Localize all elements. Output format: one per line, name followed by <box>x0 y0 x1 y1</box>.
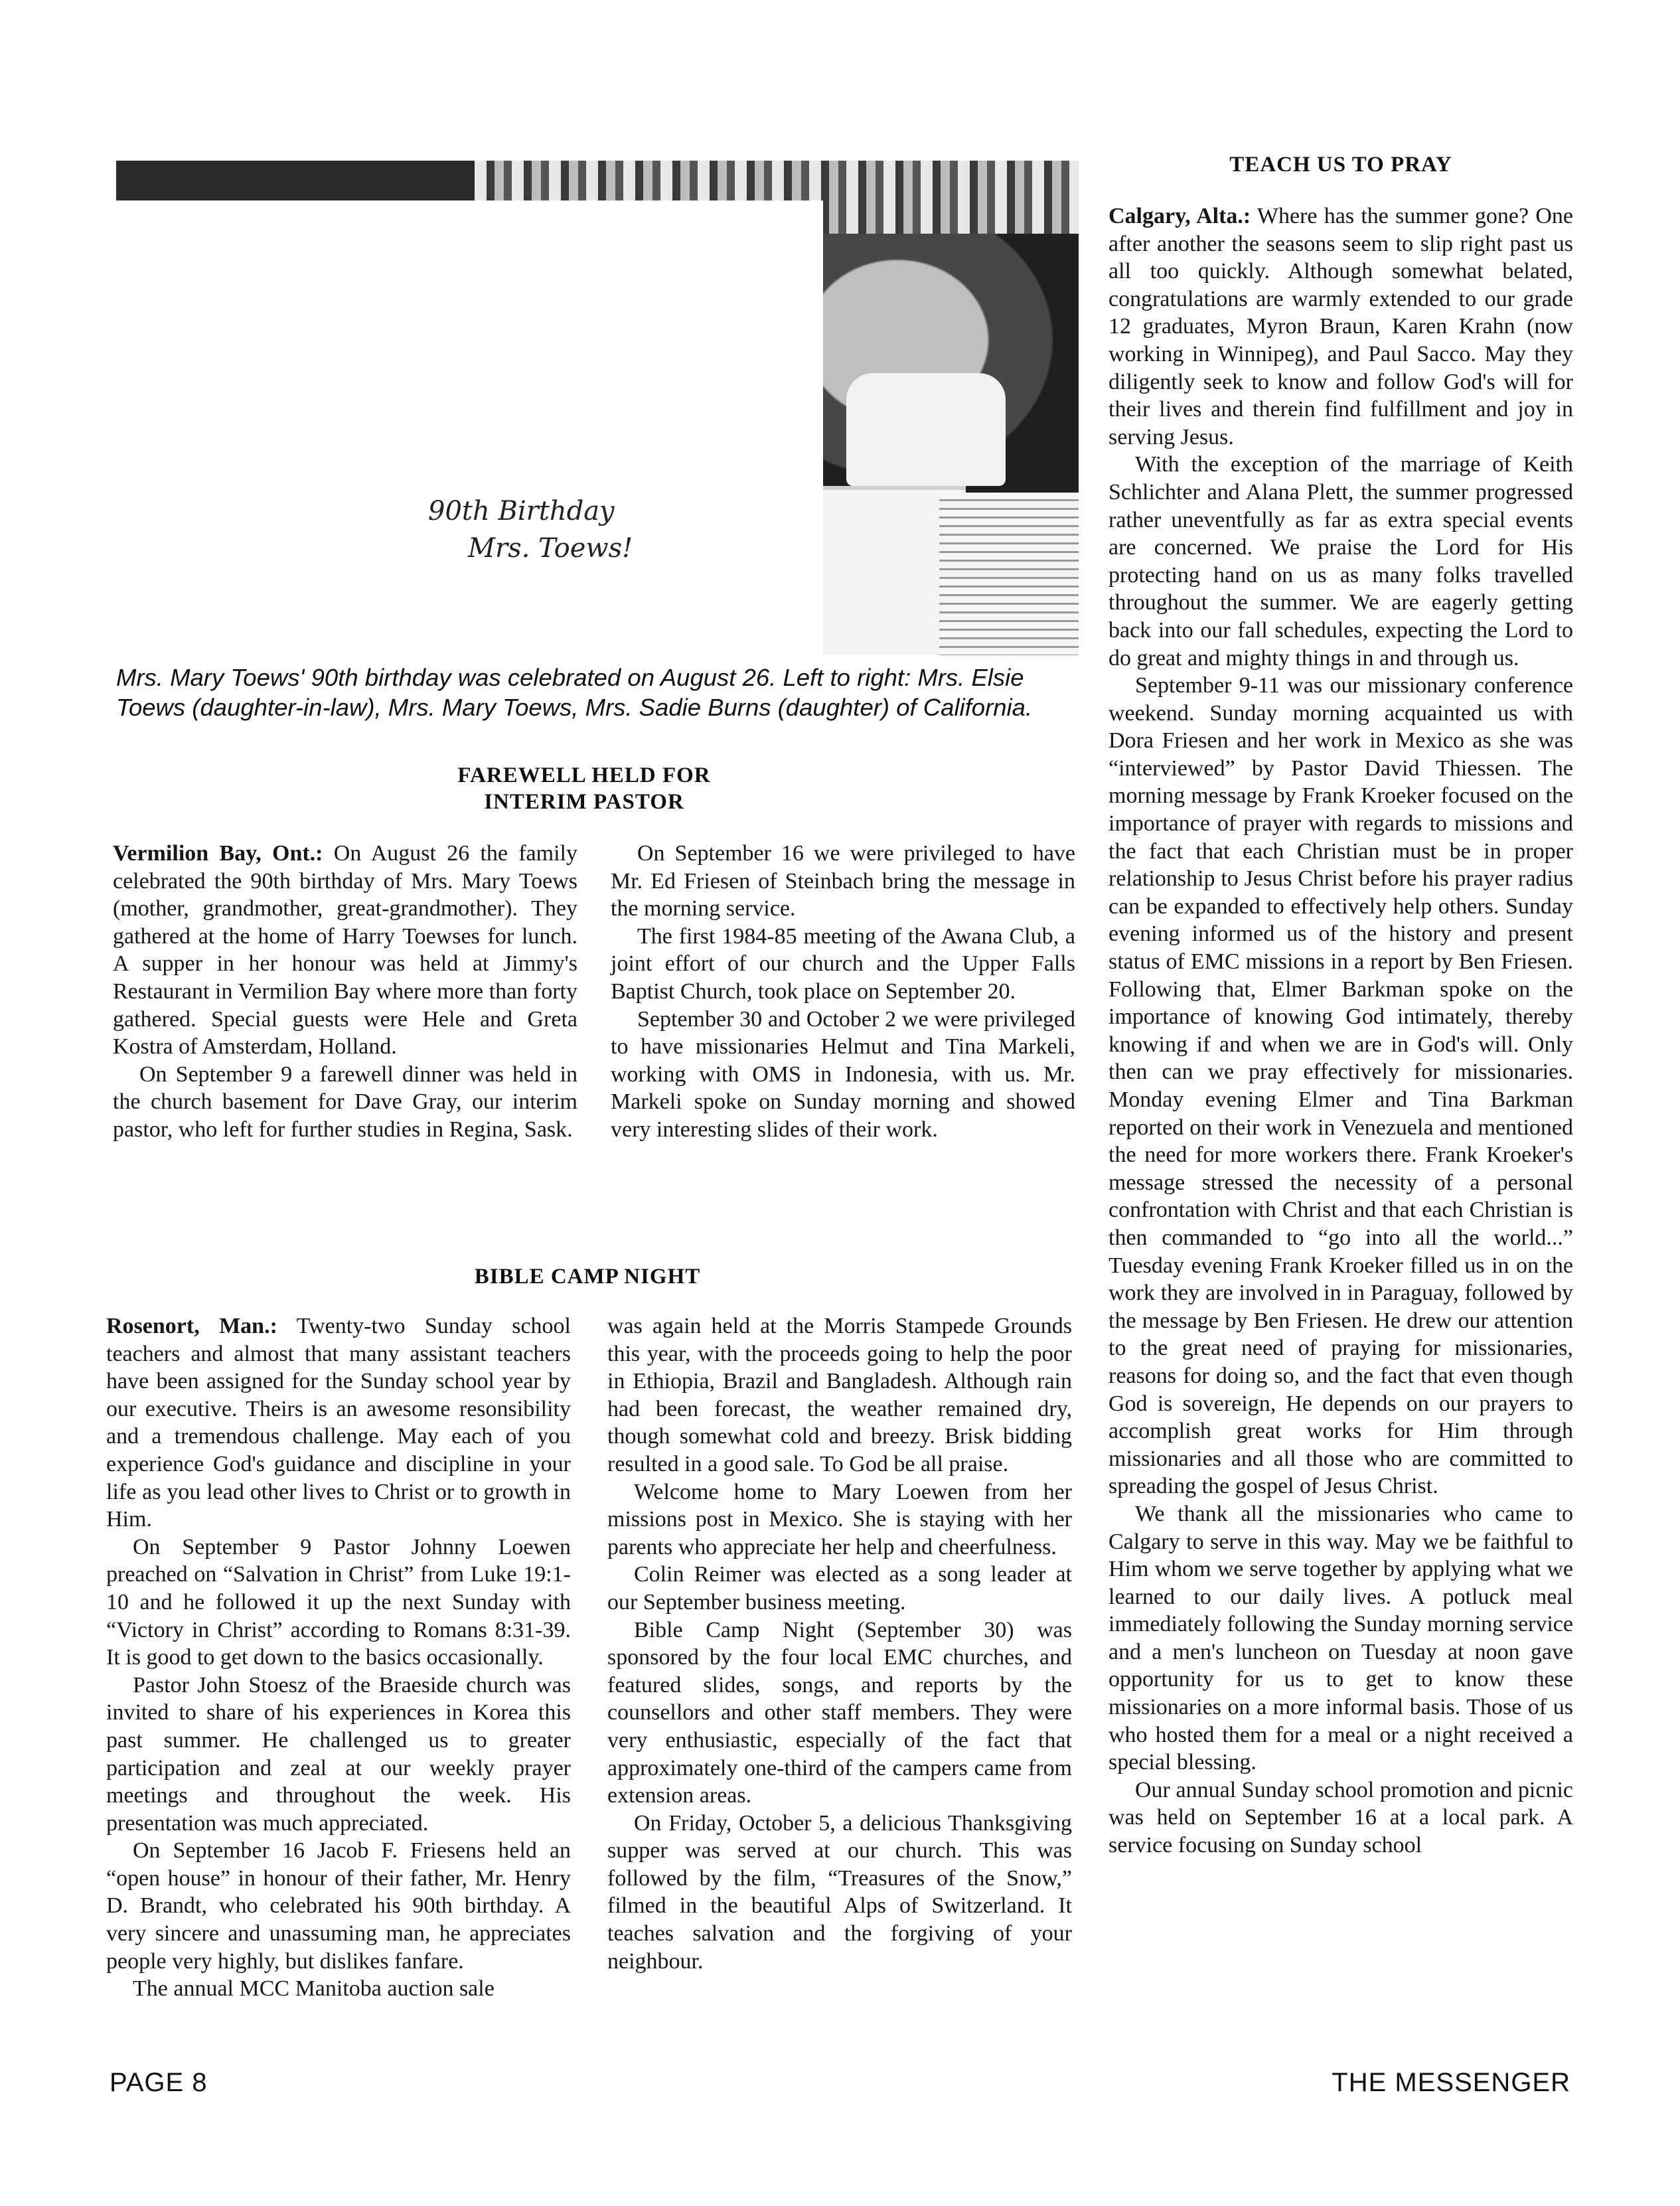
farewell-column-1 <box>113 840 577 1144</box>
bible-camp-paragraph-1 <box>106 1312 571 1534</box>
teach-us-place: Calgary, Alta.: <box>1108 204 1251 228</box>
cake-inscription <box>428 493 760 567</box>
photo-caption: Mrs. Mary Toews' 90th birthday was celebrated on August 26. Left to right: Mrs. Elsie Toews (daughter-in-law), Mrs. Mary Toews, Mrs. Sadie Burns (daughter) of California. <box>116 664 1033 721</box>
bible-camp-paragraph-3: Pastor John Stoesz of the Braeside church was invited to share of his experiences in Korea this past summer. He challenged us to greater participation and zeal at our weekly prayer meetings and throughout the week. His presentation was much appreciated. <box>106 1672 571 1836</box>
bible-camp-column-2 <box>607 1312 1072 1975</box>
teach-us-paragraph-2: With the exception of the marriage of Keith Schlichter and Alana Plett, the summer progressed rather uneventfully as far as extra special events are concerned. We praise the Lord for His protecting hand on us as many folks travelled throughout the summer. We are eagerly getting back into our fall schedules, expecting the Lord to do great and mighty things in and through us. <box>1108 452 1573 670</box>
bible-camp-place: Rosenort, Man.: <box>106 1314 277 1338</box>
teach-us-column <box>1108 202 1573 1859</box>
teach-us-paragraph-1 <box>1108 202 1573 451</box>
teach-us-paragraph-4: We thank all the missionaries who came to Calgary to serve in this way. May we be faithful to Him whom we serve together by applying what we learned to our daily lives. A potluck meal immediately following the Sunday morning service and a men's luncheon on Tuesday at noon gave opportunity for us to get to know these missionaries on a more informal basis. Those of us who hosted them for a meal or a night received a special blessing. <box>1108 1501 1573 1775</box>
bible-camp-paragraph-5a: The annual MCC Manitoba auction sale <box>133 1976 495 2002</box>
page-number: PAGE 8 <box>110 2068 208 2097</box>
photo-shirt <box>846 373 1006 486</box>
cake-line-1: 90th Birthday <box>428 496 615 526</box>
bible-camp-p1-text: Twenty-two Sunday school teachers and almost that many assistant teachers have been assigned for the Sunday school year by our executive. Theirs is an awesome resonsibility and a tremendous challenge. May each of you experience God's guidance and discipline in your life as you lead other lives to Christ or to growth in Him. <box>106 1314 571 1532</box>
farewell-heading-line-2: INTERIM PASTOR <box>484 790 684 814</box>
teach-us-paragraph-5: Our annual Sunday school promotion and picnic was held on September 16 at a local park. A service focusing on Sunday school <box>1108 1777 1573 1858</box>
farewell-heading <box>358 762 810 815</box>
farewell-paragraph-4: The first 1984-85 meeting of the Awana Club, a joint effort of our church and the Upper Falls Baptist Church, took place on September 20. <box>611 923 1075 1004</box>
farewell-place: Vermilion Bay, Ont.: <box>113 841 323 866</box>
farewell-paragraph-2: On September 9 a farewell dinner was held in the church basement for Dave Gray, our interim pastor, who left for further studies in Regina, Sask. <box>113 1062 577 1142</box>
bible-camp-paragraph-4: On September 16 Jacob F. Friesens held an “open house” in honour of their father, Mr. Henry D. Brandt, who celebrated his 90th birthday. A very sincere and unassuming man, he appreciates people very highly, but dislikes fanfare. <box>106 1838 571 1974</box>
photo-plates <box>939 493 1079 655</box>
bible-camp-paragraph-8: Bible Camp Night (September 30) was sponsored by the four local EMC churches, and featured slides, songs, and reports by the counsellors and other staff members. They were very enthusiastic, especially of the fact that approximately one-third of the campers came from extension areas. <box>607 1617 1072 1808</box>
bible-camp-paragraph-5b: was again held at the Morris Stampede Grounds this year, with the proceeds going to help the poor in Ethiopia, Brazil and Bangladesh. Although rain had been forecast, the weather remained dry, though somewhat cold and breezy. Brisk bidding resulted in a good sale. To God be all praise. <box>607 1314 1072 1476</box>
farewell-paragraph-3: On September 16 we were privileged to have Mr. Ed Friesen of Steinbach bring the message in the morning service. <box>611 841 1075 921</box>
teach-us-p1-text: Where has the summer gone? One after another the seasons seem to slip right past us all too quickly. Although somewhat belated, congratulations are warmly extended to our grade 12 graduates, Myron Braun, Karen Krahn (now working in Winnipeg), and Paul Sacco. May they diligently seek to know and follow God's will for their lives and therein find fulfillment and joy in serving Jesus. <box>1108 204 1574 449</box>
bible-camp-column-1 <box>106 1312 571 2003</box>
bible-camp-paragraph-9: On Friday, October 5, a delicious Thanksgiving supper was served at our church. This was followed by the film, “Treasures of the Snow,” filmed in the beautiful Alps of Switzerland. It teaches salvation and the forgiving of your neighbour. <box>607 1810 1072 1974</box>
bible-camp-paragraph-6: Welcome home to Mary Loewen from her missions post in Mexico. She is staying with her parents who appreciate her help and cheerfulness. <box>607 1479 1072 1559</box>
teach-us-paragraph-3: September 9-11 was our missionary conference weekend. Sunday morning acquainted us with Dora Friesen and her work in Mexico as she was “interviewed” by Pastor David Thiessen. The morning message by Frank Kroeker focused on the importance of prayer with regards to missions and the fact that each Christian must be in proper relationship to Jesus Christ before his prayer radius can be expanded to effectively help others. Sunday evening informed us of the history and present status of EMC missions in a report by Ben Friesen. Following that, Elmer Barkman spoke on the importance of knowing God intimately, thereby knowing if and when we are in God's will. Only then can we pray effectively for missionaries. Monday evening Elmer and Tina Barkman reported on their work in Venezuela and mentioned the need for more workers there. Frank Kroeker's message stressed the necessity of a personal confrontation with Christ and that each Christian is then commanded to “go into all the world...” Tuesday evening Frank Kroeker filled us in on the work they are involved in in Paraguay, followed by the message by Ben Friesen. He drew our attention to the great need of praying for missionaries, reasons for doing so, and the fact that even though God is sovereign, He depends on our prayers to accomplish great works for Him through missionaries and all those who are committed to spreading the gospel of Jesus Christ. <box>1108 673 1573 1499</box>
photo-redaction <box>116 200 823 655</box>
farewell-paragraph-1 <box>113 840 577 1061</box>
birthday-photo <box>116 161 1079 655</box>
cake-line-2: Mrs. Toews! <box>468 533 633 564</box>
farewell-column-2 <box>611 840 1075 1144</box>
farewell-p1-text: On August 26 the family celebrated the 90th birthday of Mrs. Mary Toews (mother, grandmother, great-grandmother). They gathered at the home of Harry Toewses for lunch. A supper in her honour was held at Jimmy's Restaurant in Vermilion Bay where more than forty gathered. Special guests were Hele and Greta Kostra of Amsterdam, Holland. <box>113 841 577 1060</box>
bible-camp-paragraph-2: On September 9 Pastor Johnny Loewen preached on “Salvation in Christ” from Luke 19:1-10 and he followed it up the next Sunday with “Victory in Christ” according to Romans 8:31-39. It is good to get down to the basics occasionally. <box>106 1534 571 1670</box>
publication-name: THE MESSENGER <box>1332 2068 1570 2097</box>
bible-camp-paragraph-7: Colin Reimer was elected as a song leader at our September business meeting. <box>607 1562 1072 1615</box>
bible-camp-heading: BIBLE CAMP NIGHT <box>474 1265 701 1289</box>
farewell-paragraph-5: September 30 and October 2 we were privileged to have missionaries Helmut and Tina Markeli, working with OMS in Indonesia, with us. Mr. Markeli spoke on Sunday morning and showed very interesting slides of their work. <box>611 1006 1075 1142</box>
farewell-heading-line-1: FAREWELL HELD FOR <box>457 763 711 787</box>
teach-us-heading: TEACH US TO PRAY <box>1229 153 1452 177</box>
